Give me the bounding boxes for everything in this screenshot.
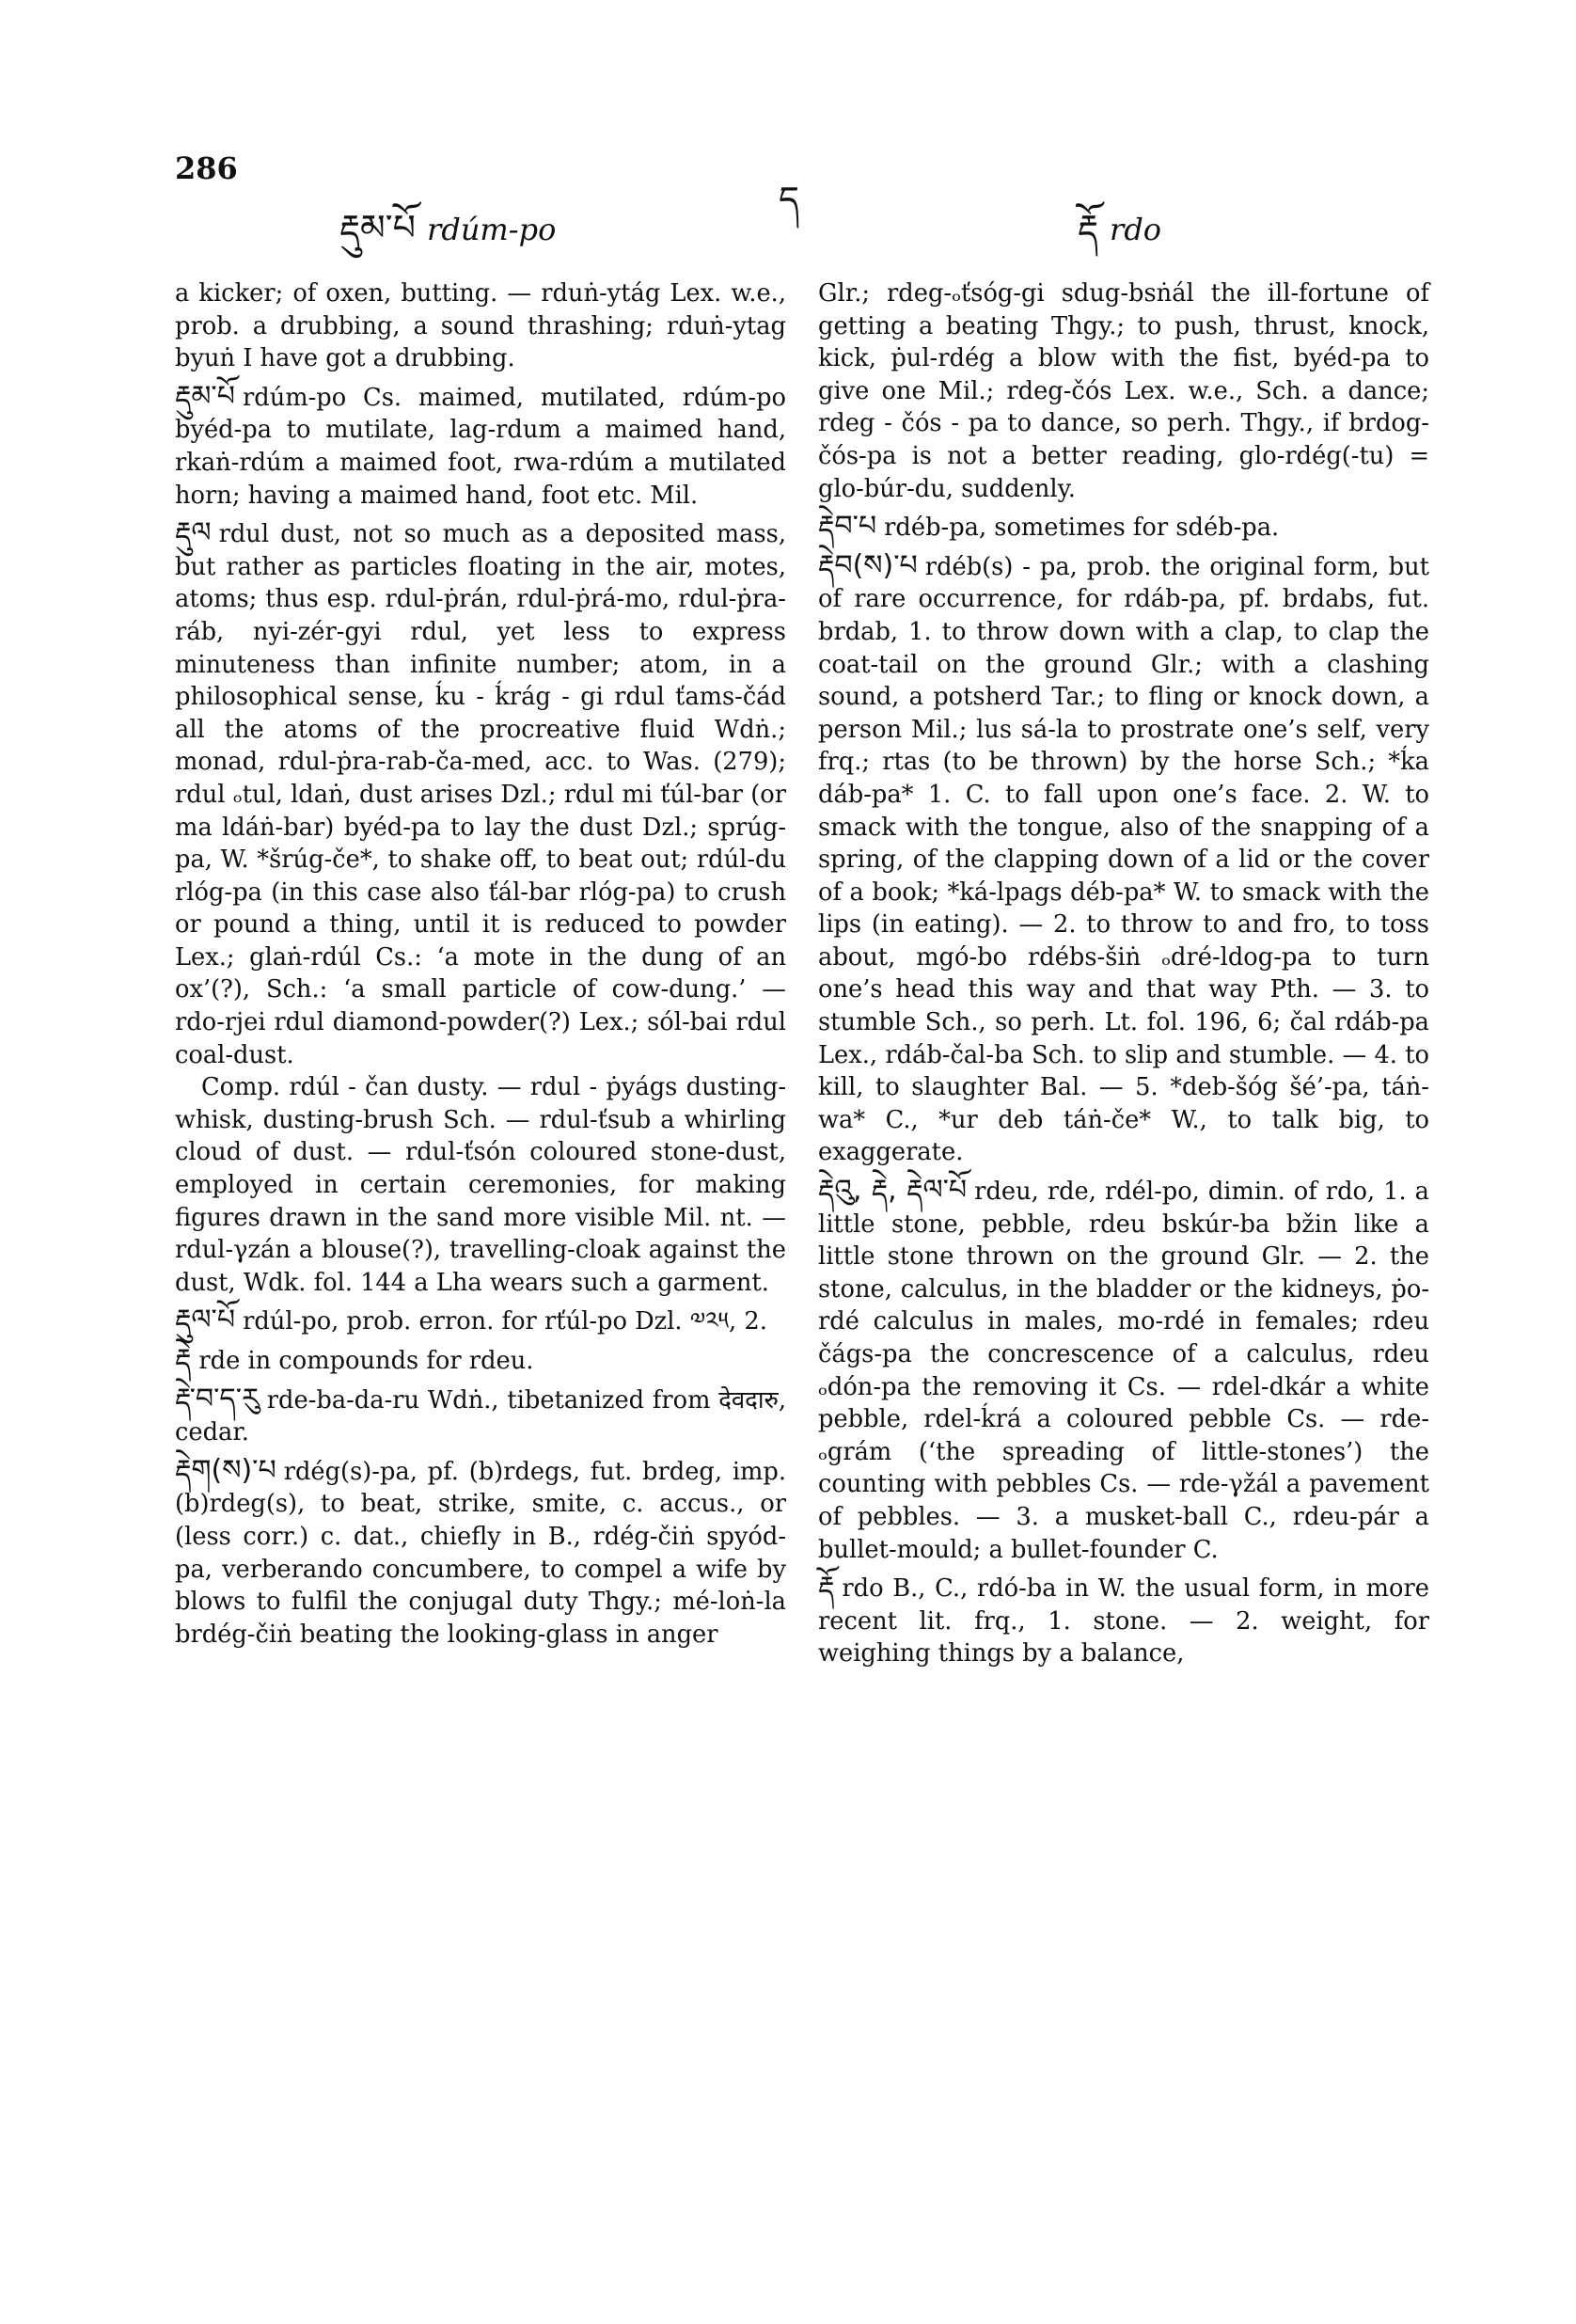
entry bbox=[175, 381, 786, 512]
right-column bbox=[818, 277, 1429, 1670]
entry bbox=[818, 550, 1429, 1169]
headword-tibetan: རྡུལ bbox=[175, 516, 212, 550]
entry-compounds bbox=[175, 1071, 786, 1299]
running-head-right-roman: rdo bbox=[1110, 212, 1162, 247]
entry-text: rdéb(s) - pa, prob. the original form, but of rare occurrence, for rdáb-pa, pf. brdabs, fut. brdab, 1. to throw down with a clap, to clap the coat-tail on the ground Glr.; with a clashing sound, a potsherd Tar.; to fling or knock down, a person Mil.; lus sá-la to prostrate one’s self, very frq.; rtas (to be thrown) by the horse Sch.; *ḱa dáb-pa* 1. C. to fall upon one’s face. 2. W. to smack with the tongue, also of the snapping of a spring, of the clapping down of a lid or the cover of a book; *ká-lpags déb-pa* W. to smack with the lips (in eating). — 2. to throw to and fro, to toss about, mgó-bo rdébs-šiṅ ₒdré-ldog-pa to turn one’s head this way and that way Pth. — 3. to stumble Sch., so perh. Lt. fol. 196, 6; čal rdáb-pa Lex., rdáb-čal-ba Sch. to slip and stumble. — 4. to kill, to slaughter Bal. — 5. *deb-šóg šé’-pa, táṅ-wa* C., *ur deb táṅ-če* W., to talk big, to exaggerate. bbox=[818, 552, 1429, 1167]
page-header bbox=[175, 150, 1444, 263]
entry-text: rdég(s)-pa, pf. (b)rdegs, fut. brdeg, imp. (b)rdeg(s), to beat, strike, smite, c. accus., or (less corr.) c. dat., chiefly in B., rdég-čiṅ spyód-pa, verberando concumbere, to compel a wife by blows to fulfil the conjugal duty Thgy.; mé-loṅ-la brdég-čiṅ beating the looking-glass in anger bbox=[175, 1457, 786, 1649]
running-head-right-tibetan: རྡོ bbox=[1078, 207, 1099, 248]
headword-tibetan: རྡེབ(ས)་པ bbox=[818, 548, 918, 582]
headword-tibetan: རྡེབ་པ bbox=[818, 510, 877, 544]
headword-tibetan: རྡེ bbox=[175, 1343, 192, 1376]
headword-tibetan: རྡུམ་པོ bbox=[175, 379, 235, 413]
running-head-left bbox=[339, 188, 556, 289]
entry-text: rdo B., C., rdó-ba in W. the usual form, in more recent lit. frq., 1. stone. — 2. weight, for weighing things by a balance, bbox=[818, 1574, 1429, 1668]
running-head-left-tibetan: རྡུམ་པོ bbox=[339, 207, 417, 248]
entry-text: rdúm-po Cs. maimed, mutilated, rdúm-po byéd-pa to mutilate, lag-rdum a maimed hand, rkaṅ-rdúm a maimed foot, rwa-rdúm a mutilated horn; having a maimed hand, foot etc. Mil. bbox=[175, 383, 786, 510]
headword-tibetan: རྡོ bbox=[818, 1571, 835, 1605]
running-head-left-roman: rdúm-po bbox=[427, 212, 557, 247]
entry bbox=[818, 511, 1429, 545]
entry-continuation bbox=[818, 277, 1429, 505]
running-head-letter: ད bbox=[779, 179, 800, 220]
entry-text: Comp. rdúl - čan dusty. — rdul - ṗyágs dusting-whisk, dusting-brush Sch. — rdul-ťsub a whirling cloud of dust. — rdul-ťsón coloured stone-dust, employed in certain ceremonies, for making figures drawn in the sand more visible Mil. nt. — rdul-γzán a blouse(?), travelling-cloak against the dust, Wdk. fol. 144 a Lha wears such a garment. bbox=[175, 1073, 786, 1297]
entry-text: rdul dust, not so much as a deposited mass, but rather as particles floating in the air, motes, atoms; thus esp. rdul-ṗrán, rdul-ṗrá-mo, rdul-ṗra-ráb, nyi-zér-gyi rdul, yet less to express minuteness than infinite number; atom, in a philosophical sense, ḱu - ḱrág - gi rdul ťams-čád all the atoms of the procreative fluid Wdṅ.; monad, rdul-ṗra-rab-ča-med, acc. to Was. (279); rdul ₒtul, ldaṅ, dust arises Dzl.; rdul mi ťúl-bar (or ma ldáṅ-bar) byéd-pa to lay the dust Dzl.; sprúg-pa, W. *šrúg-če*, to shake off, to beat out; rdúl-du rlóg-pa (in this case also ťál-bar rlóg-pa) to crush or pound a thing, until it is reduced to powder Lex.; glaṅ-rdúl Cs.: ‘a mote in the dung of an ox’(?), Sch.: ‘a small particle of cow-dung.’ — rdo-rjei rdul diamond-powder(?) Lex.; sól-bai rdul coal-dust. bbox=[175, 520, 786, 1069]
headword-tibetan: རྡུལ་པོ bbox=[175, 1304, 236, 1337]
entry-text: rdúl-po, prob. erron. for rťúl-po Dzl. ༧༢༥, 2. bbox=[243, 1307, 767, 1336]
entry bbox=[818, 1175, 1429, 1566]
entry bbox=[175, 517, 786, 1071]
entry bbox=[818, 1572, 1429, 1670]
running-head-right bbox=[1078, 188, 1161, 289]
entry-text: rdéb-pa, sometimes for sdéb-pa. bbox=[884, 514, 1280, 543]
entry-text: rde in compounds for rdeu. bbox=[198, 1347, 534, 1375]
entry bbox=[175, 1304, 786, 1338]
left-column bbox=[175, 277, 786, 1651]
entry-text: rde-ba-da-ru Wdṅ., tibetanized from देवदारु, cedar. bbox=[175, 1385, 786, 1447]
entry bbox=[175, 1455, 786, 1652]
entry-continuation bbox=[175, 277, 786, 375]
entry-text: rdeu, rde, rdél-po, dimin. of rdo, 1. a little stone, pebble, rdeu bskúr-ba bžin like a little stone thrown on the ground Glr. — 2. the stone, calculus, in the bladder or the kidneys, ṗo-rdé calculus in males, mo-rdé in females; rdeu čágs-pa the concrescence of a calculus, rdeu ₒdón-pa the removing it Cs. — rdel-dkár a white pebble, rdel-ḱrá a coloured pebble Cs. — rde-ₒgrám (‘the spreading of little-stones’) the counting with pebbles Cs. — rde-γžál a pavement of pebbles. — 3. a musket-ball C., rdeu-pár a bullet-mould; a bullet-founder C. bbox=[818, 1178, 1429, 1564]
headword-tibetan: རྡེའུ, རྡེ, རྡེལ་པོ bbox=[818, 1174, 968, 1208]
entry bbox=[175, 1344, 786, 1378]
entry-text: Glr.; rdeg-ₒťsóg-gi sdug-bsṅál the ill-fortune of getting a beating Thgy.; to push, thrust, knock, kick, ṗul-rdég a blow with the fist, byéd-pa to give one Mil.; rdeg-čós Lex. w.e., Sch. a dance; rdeg - čós - pa to dance, so perh. Thgy., if brdog-čós-pa is not a better reading, glo-rdég(-tu) = glo-búr-du, suddenly. bbox=[818, 279, 1429, 503]
headword-tibetan: རྡེ་བ་ད་རུ bbox=[175, 1382, 260, 1415]
headword-tibetan: རྡེག(ས)་པ bbox=[175, 1453, 276, 1487]
entry bbox=[175, 1383, 786, 1449]
page-number: 286 bbox=[175, 150, 238, 186]
entry-text: a kicker; of oxen, butting. — rduṅ-ytág Lex. w.e., prob. a drubbing, a sound thrashing; rduṅ-ytag byuṅ I have got a drubbing. bbox=[175, 279, 786, 373]
